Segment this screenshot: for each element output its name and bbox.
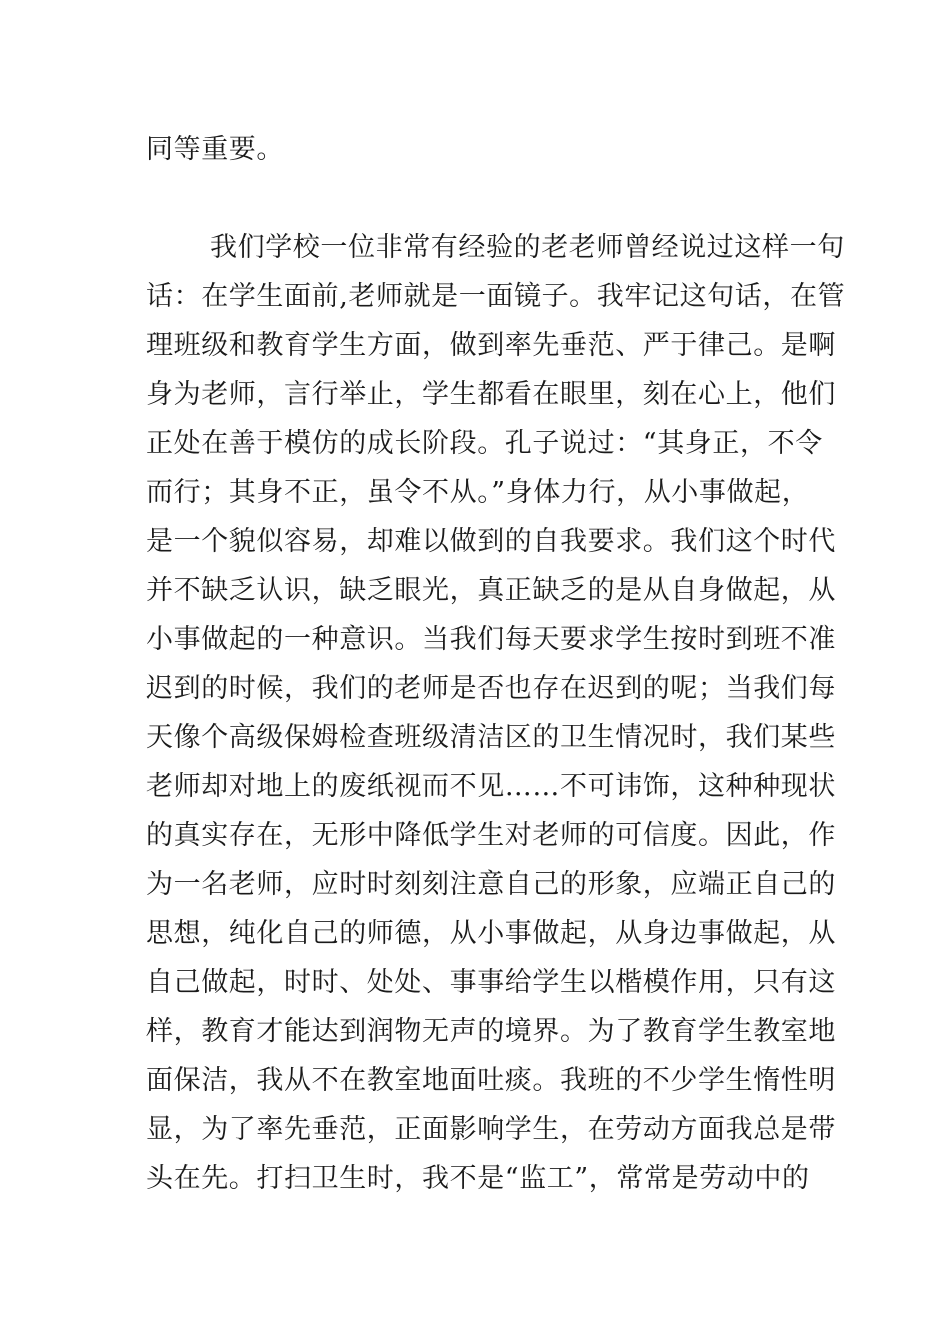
- paragraph-2-line: 头在先。打扫卫生时，我不是“监工”，常常是劳动中的: [146, 1163, 810, 1194]
- paragraph-2-line: 样，教育才能达到润物无声的境界。为了教育学生教室地: [146, 1016, 836, 1047]
- paragraph-2-line: 正处在善于模仿的成长阶段。孔子说过：“其身正，不令: [146, 428, 823, 459]
- paragraph-1-line: 同等重要。: [146, 134, 284, 165]
- paragraph-2-line: 话：在学生面前,老师就是一面镜子。我牢记这句话，在管: [146, 281, 846, 312]
- paragraph-2-line: 迟到的时候，我们的老师是否也存在迟到的呢；当我们每: [146, 673, 836, 704]
- paragraph-2-line: 面保洁，我从不在教室地面吐痰。我班的不少学生惰性明: [146, 1065, 836, 1096]
- paragraph-2-line: 而行；其身不正，虽令不从。”身体力行，从小事做起，: [146, 477, 810, 508]
- paragraph-2-line: 我们学校一位非常有经验的老老师曾经说过这样一句: [210, 232, 845, 263]
- paragraph-2-line: 显，为了率先垂范，正面影响学生，在劳动方面我总是带: [146, 1114, 836, 1145]
- paragraph-2-line: 理班级和教育学生方面，做到率先垂范、严于律己。是啊: [146, 330, 836, 361]
- paragraph-2-line: 天像个高级保姆检查班级清洁区的卫生情况时，我们某些: [146, 722, 836, 753]
- paragraph-2-line: 并不缺乏认识，缺乏眼光，真正缺乏的是从自身做起，从: [146, 575, 836, 606]
- paragraph-2-line: 自己做起，时时、处处、事事给学生以楷模作用，只有这: [146, 967, 836, 998]
- paragraph-2-line: 思想，纯化自己的师德，从小事做起，从身边事做起，从: [146, 918, 836, 949]
- paragraph-2-line: 小事做起的一种意识。当我们每天要求学生按时到班不准: [146, 624, 836, 655]
- paragraph-2-line: 的真实存在，无形中降低学生对老师的可信度。因此，作: [146, 820, 836, 851]
- paragraph-2-line: 为一名老师，应时时刻刻注意自己的形象，应端正自己的: [146, 869, 836, 900]
- paragraph-2-line: 身为老师，言行举止，学生都看在眼里，刻在心上，他们: [146, 379, 836, 410]
- paragraph-2-line: 是一个貌似容易，却难以做到的自我要求。我们这个时代: [146, 526, 836, 557]
- paragraph-2-line: 老师却对地上的废纸视而不见……不可讳饰，这种种现状: [146, 771, 836, 802]
